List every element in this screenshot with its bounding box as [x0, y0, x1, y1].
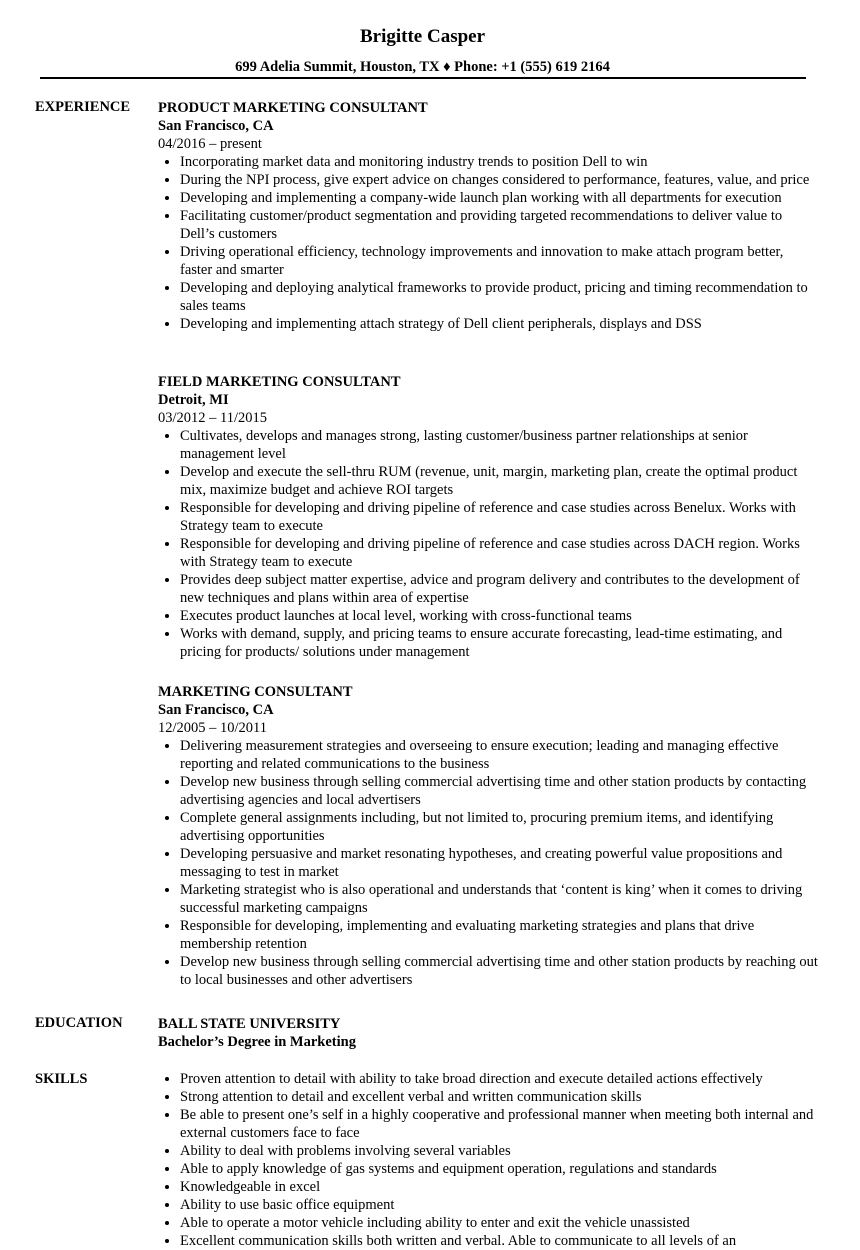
list-item: • Responsible for developing, implementing and evaluating marketing strategies and plans that drive membership retention [180, 917, 818, 953]
list-item: • Excellent communication skills both written and verbal. Able to communicate to all levels of an [180, 1232, 818, 1250]
job-entry [158, 373, 818, 661]
contact-line: 699 Adelia Summit, Houston, TX ♦ Phone: +1 (555) 619 2164 [235, 59, 610, 75]
list-item: • Knowledgeable in excel [180, 1178, 818, 1196]
list-item: • Complete general assignments including, but not limited to, procuring premium items, and identifying advertising opportunities [180, 809, 818, 845]
list-item: • Developing and deploying analytical frameworks to provide product, pricing and timing recommendation to sales teams [180, 279, 818, 315]
skills-entry [158, 1070, 818, 1250]
list-item: • Cultivates, develops and manages strong, lasting customer/business partner relationships at senior management level [180, 427, 818, 463]
list-item: • Develop new business through selling commercial advertising time and other station products by reaching out to local businesses and other advertisers [180, 953, 818, 989]
job-entry [158, 99, 818, 333]
section-label-experience: EXPERIENCE [35, 99, 131, 115]
list-item: • Marketing strategist who is also operational and understands that ‘content is king’ when it comes to driving successful marketing campaigns [180, 881, 818, 917]
list-item: • Able to apply knowledge of gas systems and equipment operation, regulations and standards [180, 1160, 818, 1178]
job-location: San Francisco, CA [158, 118, 274, 134]
section-label-education: EDUCATION [35, 1015, 123, 1031]
list-item: • Proven attention to detail with ability to take broad direction and execute detailed actions effectively [180, 1070, 818, 1088]
job-title: MARKETING CONSULTANT [158, 684, 353, 700]
header-divider [40, 77, 806, 79]
job-dates: 03/2012 – 11/2015 [158, 410, 268, 426]
list-item: • Developing persuasive and market resonating hypotheses, and creating powerful value propositions and messaging to test in market [180, 845, 818, 881]
job-dates: 12/2005 – 10/2011 [158, 720, 268, 736]
list-item: • Develop and execute the sell-thru RUM (revenue, unit, margin, marketing plan, create the optimal product mix, maximize budget and achieve ROI targets [180, 463, 818, 499]
school-name: BALL STATE UNIVERSITY [158, 1016, 341, 1032]
list-item: • Be able to present one’s self in a highly cooperative and professional manner when meeting both internal and external customers face to face [180, 1106, 818, 1142]
job-title: PRODUCT MARKETING CONSULTANT [158, 100, 428, 116]
skills-list [158, 1070, 818, 1250]
list-item: • Developing and implementing attach strategy of Dell client peripherals, displays and DSS [180, 315, 818, 333]
degree: Bachelor’s Degree in Marketing [158, 1034, 356, 1050]
list-item: • Strong attention to detail and excellent verbal and written communication skills [180, 1088, 818, 1106]
list-item: • Ability to deal with problems involving several variables [180, 1142, 818, 1160]
job-bullets [158, 153, 818, 333]
list-item: • Delivering measurement strategies and overseeing to ensure execution; leading and managing effective reporting and related communications to the business [180, 737, 818, 773]
education-entry [158, 1015, 818, 1051]
job-dates: 04/2016 – present [158, 136, 262, 152]
list-item: • Able to operate a motor vehicle including ability to enter and exit the vehicle unassisted [180, 1214, 818, 1232]
list-item: • Ability to use basic office equipment [180, 1196, 818, 1214]
list-item: • Executes product launches at local level, working with cross-functional teams [180, 607, 818, 625]
list-item: • Provides deep subject matter expertise, advice and program delivery and contributes to the development of new techniques and plans within area of expertise [180, 571, 818, 607]
section-label-skills: SKILLS [35, 1071, 88, 1087]
list-item: • Developing and implementing a company-wide launch plan working with all departments for execution [180, 189, 818, 207]
job-bullets [158, 427, 818, 661]
list-item: • Develop new business through selling commercial advertising time and other station products by contacting advertising agencies and local advertisers [180, 773, 818, 809]
list-item: • Facilitating customer/product segmentation and providing targeted recommendations to deliver value to Dell’s customers [180, 207, 818, 243]
list-item: • Works with demand, supply, and pricing teams to ensure accurate forecasting, lead-time estimating, and pricing for products/ solutions under management [180, 625, 818, 661]
job-entry [158, 683, 818, 989]
candidate-name: Brigitte Casper [359, 26, 486, 47]
list-item: • Responsible for developing and driving pipeline of reference and case studies across DACH region. Works with Strategy team to execute [180, 535, 818, 571]
list-item: • During the NPI process, give expert advice on changes considered to performance, features, value, and price [180, 171, 818, 189]
job-bullets [158, 737, 818, 989]
job-title: FIELD MARKETING CONSULTANT [158, 374, 401, 390]
list-item: • Responsible for developing and driving pipeline of reference and case studies across Benelux. Works with Strategy team to execute [180, 499, 818, 535]
job-location: Detroit, MI [158, 392, 229, 408]
list-item: • Incorporating market data and monitoring industry trends to position Dell to win [180, 153, 818, 171]
job-location: San Francisco, CA [158, 702, 274, 718]
list-item: • Driving operational efficiency, technology improvements and innovation to make attach program better, faster and smarter [180, 243, 818, 279]
